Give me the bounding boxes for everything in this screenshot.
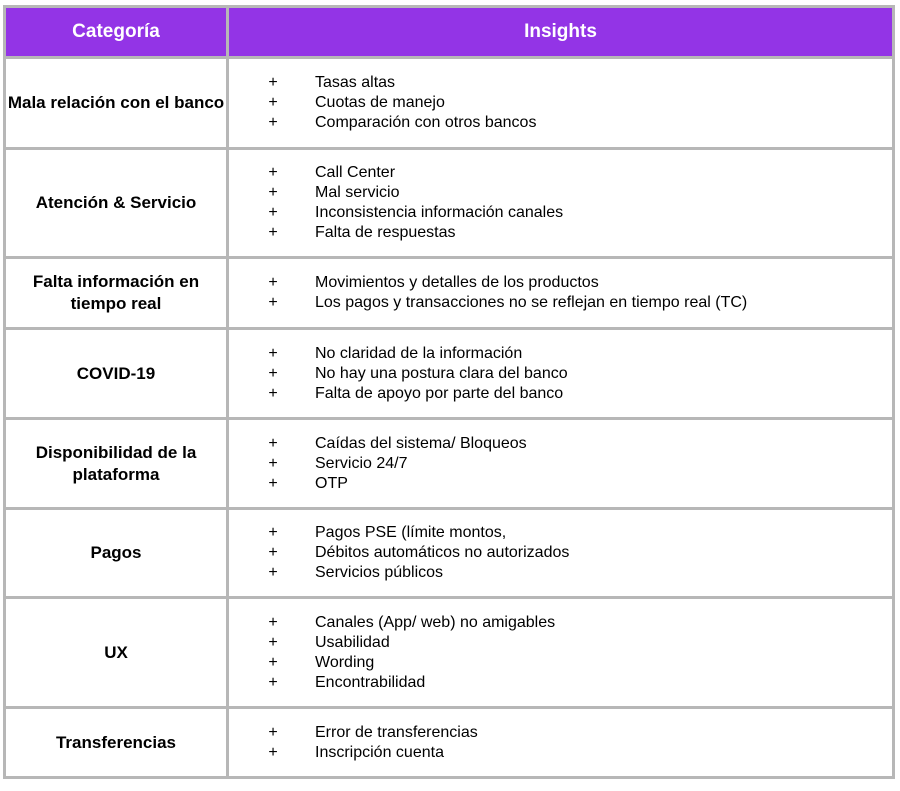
list-item <box>229 344 892 364</box>
insight-text: Call Center <box>315 164 396 181</box>
table-row <box>5 58 894 149</box>
table-row <box>5 149 894 258</box>
insight-text: Error de transferencias <box>315 723 478 741</box>
list-item <box>229 364 892 384</box>
plus-bullet: + <box>268 633 278 651</box>
plus-bullet: + <box>268 94 278 111</box>
insights-cell <box>228 58 894 149</box>
insights-cell <box>228 509 894 598</box>
insight-text: Los pagos y transacciones no se reflejan en tiempo real (TC) <box>315 294 748 311</box>
header-category: Categoría <box>5 7 228 58</box>
insight-text: Movimientos y detalles de los productos <box>315 274 599 291</box>
list-item <box>229 653 892 673</box>
insight-text: Tasas altas <box>315 74 396 91</box>
category-cell: Falta información en tiempo real <box>5 258 228 329</box>
list-item <box>229 723 892 743</box>
list-item <box>229 454 892 474</box>
plus-bullet: + <box>268 364 278 382</box>
list-item <box>229 633 892 653</box>
insights-cell <box>228 419 894 509</box>
insight-text: Débitos automáticos no autorizados <box>315 544 570 561</box>
category-cell: Pagos <box>5 509 228 598</box>
list-item <box>229 434 892 454</box>
insight-text: Comparación con otros bancos <box>315 114 537 131</box>
insights-table <box>3 5 895 779</box>
list-item <box>229 613 892 633</box>
list-item <box>229 543 892 563</box>
plus-bullet: + <box>268 474 278 492</box>
plus-bullet: + <box>268 204 278 221</box>
header-row <box>5 7 894 58</box>
insights-cell <box>228 598 894 708</box>
plus-bullet: + <box>268 564 278 581</box>
insights-cell <box>228 149 894 258</box>
plus-bullet: + <box>268 74 278 91</box>
insight-text: Caídas del sistema/ Bloqueos <box>315 434 527 452</box>
plus-bullet: + <box>268 434 278 452</box>
list-item <box>229 384 892 404</box>
insight-text: Mal servicio <box>315 184 400 201</box>
list-item <box>229 163 892 183</box>
insight-text: Canales (App/ web) no amigables <box>315 613 556 631</box>
category-cell: UX <box>5 598 228 708</box>
plus-bullet: + <box>268 274 278 291</box>
plus-bullet: + <box>268 613 278 631</box>
table-row <box>5 598 894 708</box>
list-item <box>229 73 892 93</box>
insight-text: Usabilidad <box>315 633 390 651</box>
plus-bullet: + <box>268 224 278 241</box>
plus-bullet: + <box>268 743 278 761</box>
list-item <box>229 223 892 243</box>
insight-text: Servicio 24/7 <box>315 454 408 472</box>
insights-cell <box>228 329 894 419</box>
plus-bullet: + <box>268 524 278 541</box>
insight-text: No claridad de la información <box>315 344 523 362</box>
plus-bullet: + <box>268 294 278 311</box>
list-item <box>229 293 892 313</box>
category-cell: Mala relación con el banco <box>5 58 228 149</box>
category-cell: COVID-19 <box>5 329 228 419</box>
list-item <box>229 113 892 133</box>
list-item <box>229 273 892 293</box>
plus-bullet: + <box>268 723 278 741</box>
insight-text: OTP <box>315 474 348 492</box>
table-row <box>5 419 894 509</box>
insights-cell <box>228 258 894 329</box>
plus-bullet: + <box>268 344 278 362</box>
plus-bullet: + <box>268 653 278 671</box>
plus-bullet: + <box>268 673 278 691</box>
table-row <box>5 329 894 419</box>
insight-text: Pagos PSE (límite montos, <box>315 524 507 541</box>
insight-text: Encontrabilidad <box>315 673 426 691</box>
category-cell: Transferencias <box>5 708 228 778</box>
insights-cell <box>228 708 894 778</box>
list-item <box>229 474 892 494</box>
insight-text: Wording <box>315 653 375 671</box>
plus-bullet: + <box>268 164 278 181</box>
insight-text: Inscripción cuenta <box>315 743 444 761</box>
plus-bullet: + <box>268 184 278 201</box>
list-item <box>229 93 892 113</box>
category-cell: Disponibilidad de la plataforma <box>5 419 228 509</box>
insight-text: Cuotas de manejo <box>315 94 445 111</box>
list-item <box>229 673 892 693</box>
list-item <box>229 183 892 203</box>
plus-bullet: + <box>268 114 278 131</box>
category-cell: Atención & Servicio <box>5 149 228 258</box>
plus-bullet: + <box>268 384 278 402</box>
table-row <box>5 509 894 598</box>
insight-text: Falta de respuestas <box>315 224 456 241</box>
list-item <box>229 203 892 223</box>
insight-text: No hay una postura clara del banco <box>315 364 568 382</box>
plus-bullet: + <box>268 544 278 561</box>
insight-text: Inconsistencia información canales <box>315 204 564 221</box>
insight-text: Falta de apoyo por parte del banco <box>315 384 564 402</box>
table-row <box>5 708 894 778</box>
list-item <box>229 563 892 583</box>
list-item <box>229 523 892 543</box>
insight-text: Servicios públicos <box>315 564 444 581</box>
list-item <box>229 743 892 763</box>
header-insights: Insights <box>228 7 894 58</box>
table-row <box>5 258 894 329</box>
plus-bullet: + <box>268 454 278 472</box>
